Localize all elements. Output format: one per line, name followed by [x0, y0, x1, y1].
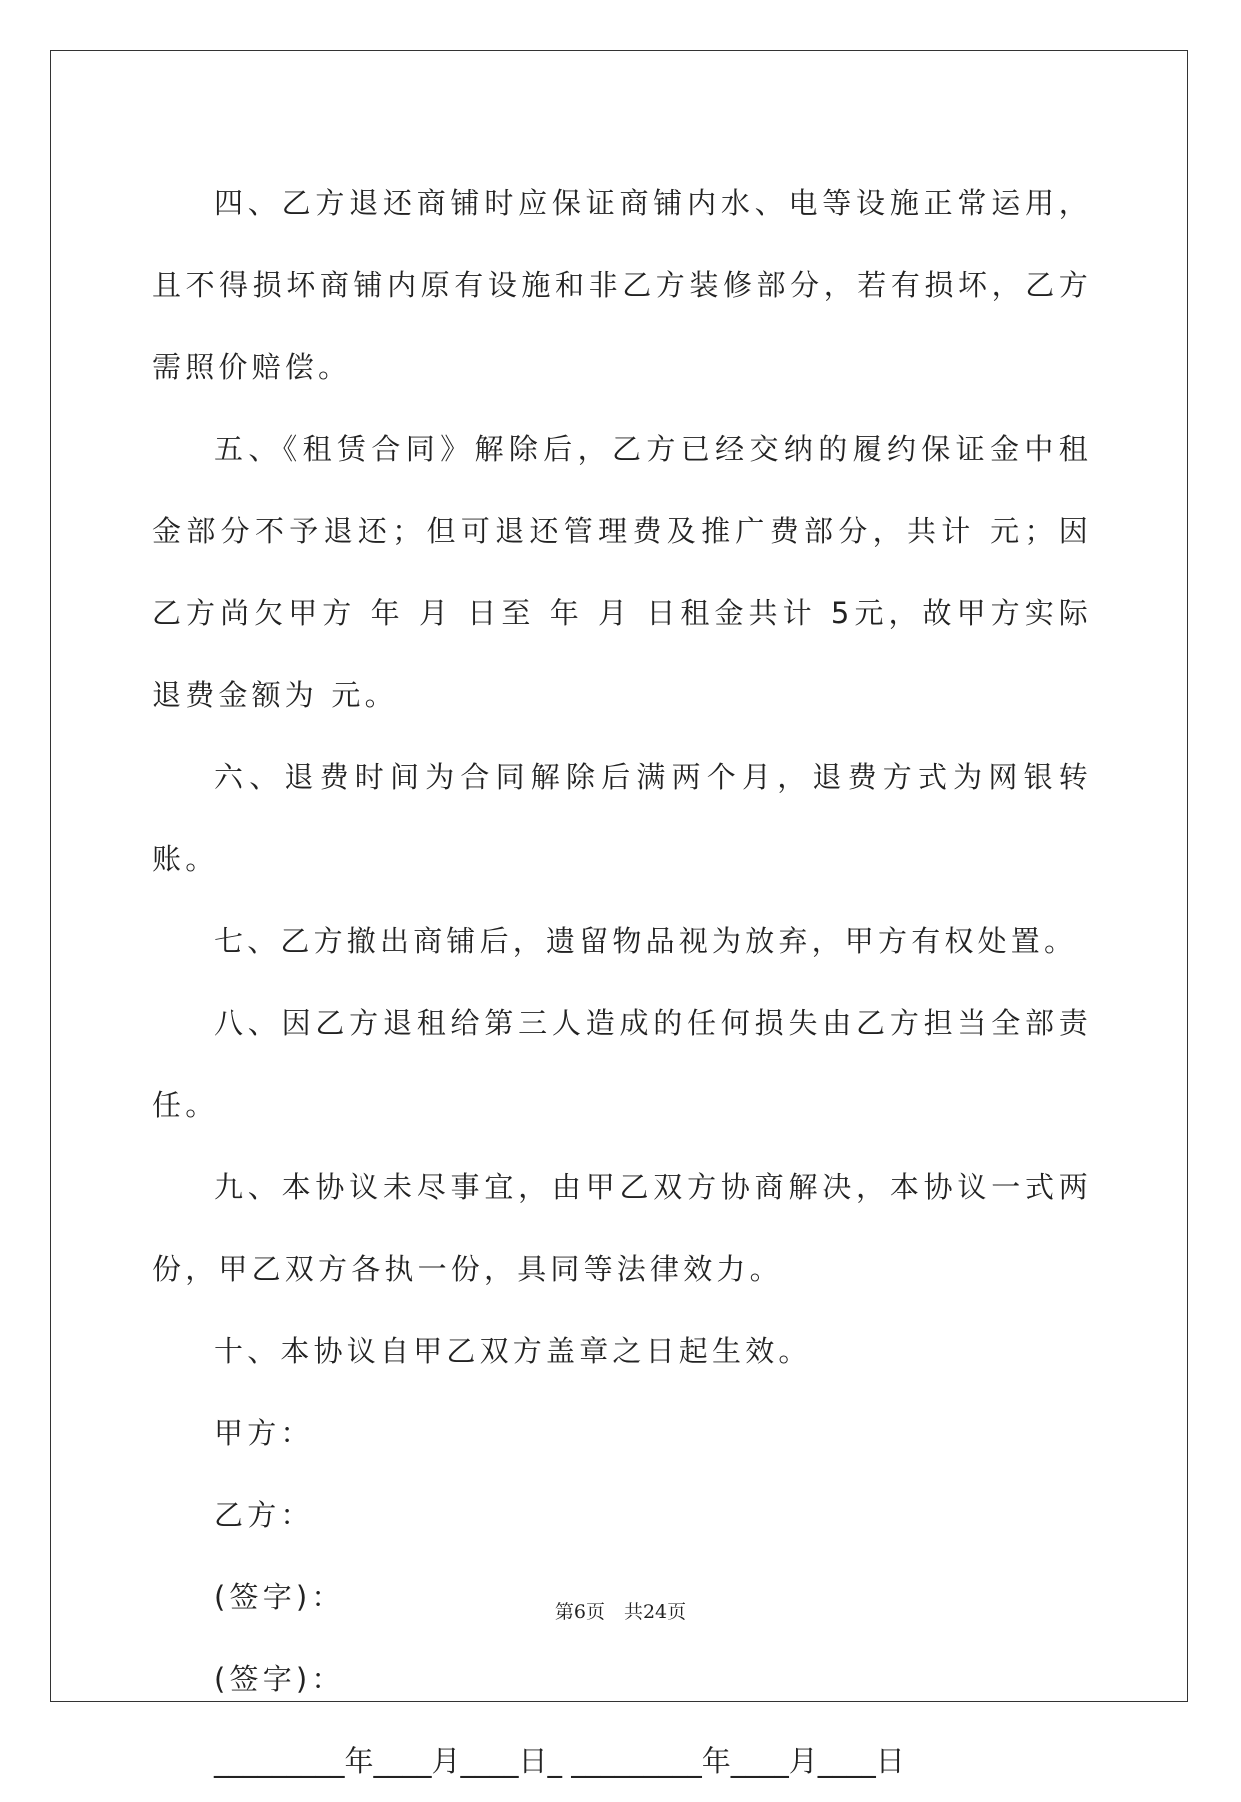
clause-9: 九、本协议未尽事宜，由甲乙双方协商解决，本协议一式两份，甲乙双方各执一份，具同等法律效力。	[152, 1170, 1092, 1286]
clause-8: 八、因乙方退租给第三人造成的任何损失由乙方担当全部责任。	[152, 1006, 1092, 1122]
clause-10: 十、本协议自甲乙双方盖章之日起生效。	[214, 1334, 812, 1368]
clause-7: 七、乙方撤出商铺后，遗留物品视为放弃，甲方有权处置。	[214, 924, 1078, 958]
signature-a-label: (签字)：	[214, 1580, 345, 1614]
document-body	[152, 162, 1092, 1802]
signature-b-label: (签字)：	[214, 1662, 345, 1696]
date-line: _________年____月____日_ _________年____月____日	[214, 1744, 905, 1778]
party-b-label: 乙方：	[214, 1498, 314, 1532]
page-number-footer: 第6页 共24页	[554, 1601, 687, 1623]
clause-6: 六、退费时间为合同解除后满两个月，退费方式为网银转账。	[152, 760, 1092, 876]
clause-4: 四、乙方退还商铺时应保证商铺内水、电等设施正常运用，且不得损坏商铺内原有设施和非乙方装修部分，若有损坏，乙方需照价赔偿。	[152, 186, 1092, 384]
party-a-label: 甲方：	[214, 1416, 314, 1450]
clause-5: 五、《租赁合同》解除后，乙方已经交纳的履约保证金中租金部分不予退还；但可退还管理费及推广费部分，共计 元；因乙方尚欠甲方 年 月 日至 年 月 日租金共计 5元，故甲方实际退费金额为 元。	[152, 432, 1092, 712]
